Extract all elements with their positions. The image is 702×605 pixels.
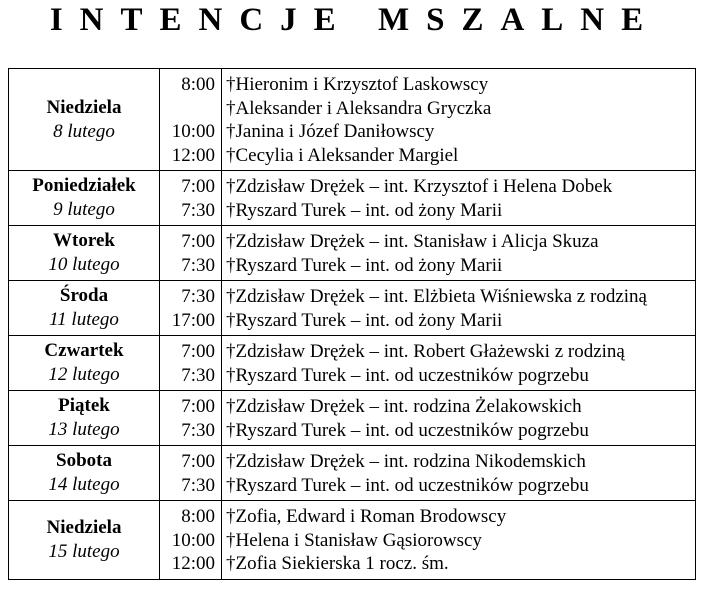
table-row bbox=[9, 336, 696, 391]
intention-text: †Ryszard Turek – int. od uczestników pogrzebu bbox=[226, 419, 589, 441]
day-date: 12 lutego bbox=[48, 364, 120, 385]
mass-time: 7:00 bbox=[181, 231, 215, 252]
intentions-cell bbox=[222, 226, 696, 281]
day-name: Niedziela bbox=[46, 96, 122, 118]
mass-time: 7:30 bbox=[181, 419, 215, 441]
table-row bbox=[9, 446, 696, 501]
intention-text: †Zdzisław Drężek – int. rodzina Żelakowskich bbox=[226, 396, 582, 417]
mass-time bbox=[160, 97, 215, 121]
intentions-table bbox=[8, 68, 696, 580]
page-title: INTENCJE MSZALNE bbox=[49, 2, 661, 38]
mass-time: 7:30 bbox=[181, 474, 215, 496]
day-name: Sobota bbox=[56, 450, 112, 471]
day-name: Środa bbox=[59, 285, 109, 306]
intentions-cell bbox=[222, 501, 696, 580]
mass-times-cell bbox=[160, 69, 222, 171]
day-date: 10 lutego bbox=[48, 254, 120, 275]
mass-times-cell bbox=[160, 391, 222, 446]
intentions-cell bbox=[222, 391, 696, 446]
day-date: 15 lutego bbox=[48, 540, 120, 562]
mass-time: 7:00 bbox=[181, 396, 215, 417]
day-cell bbox=[9, 281, 160, 336]
intention-text: †Zdzisław Drężek – int. Stanisław i Alicja Skuza bbox=[226, 231, 599, 252]
intention-text: †Ryszard Turek – int. od żony Marii bbox=[226, 199, 503, 221]
day-date: 11 lutego bbox=[49, 309, 119, 330]
day-cell bbox=[9, 69, 160, 171]
day-cell bbox=[9, 336, 160, 391]
intention-text: †Zdzisław Drężek – int. Elżbieta Wiśniewska z rodziną bbox=[226, 286, 647, 307]
intention-text: †Ryszard Turek – int. od uczestników pogrzebu bbox=[226, 474, 589, 496]
table-row bbox=[9, 281, 696, 336]
intention-text: †Zdzisław Drężek – int. Robert Głażewski z rodziną bbox=[226, 341, 625, 362]
day-date: 8 lutego bbox=[53, 120, 115, 142]
mass-time: 12:00 bbox=[171, 144, 215, 166]
mass-times-cell bbox=[160, 336, 222, 391]
mass-time: 8:00 bbox=[181, 74, 215, 95]
day-name: Wtorek bbox=[53, 230, 115, 251]
mass-times-cell bbox=[160, 281, 222, 336]
mass-times-cell bbox=[160, 171, 222, 226]
mass-time: 7:30 bbox=[181, 286, 215, 307]
intentions-cell bbox=[222, 281, 696, 336]
mass-time: 8:00 bbox=[181, 506, 215, 527]
mass-time: 12:00 bbox=[171, 553, 215, 574]
intentions-cell bbox=[222, 336, 696, 391]
mass-time: 7:00 bbox=[181, 176, 215, 197]
intention-text: †Zofia, Edward i Roman Brodowscy bbox=[226, 506, 507, 527]
day-cell bbox=[9, 226, 160, 281]
intention-text: †Cecylia i Aleksander Margiel bbox=[226, 144, 459, 166]
day-cell bbox=[9, 501, 160, 580]
table-row bbox=[9, 226, 696, 281]
intention-text: †Zdzisław Drężek – int. rodzina Nikodemskich bbox=[226, 451, 586, 472]
intentions-cell bbox=[222, 69, 696, 171]
day-date: 14 lutego bbox=[48, 474, 120, 495]
mass-time: 7:00 bbox=[181, 451, 215, 472]
mass-time: 7:00 bbox=[181, 341, 215, 362]
intention-text: †Ryszard Turek – int. od żony Marii bbox=[226, 254, 503, 276]
mass-times-cell bbox=[160, 226, 222, 281]
day-date: 9 lutego bbox=[53, 199, 115, 220]
day-cell bbox=[9, 446, 160, 501]
day-date: 13 lutego bbox=[48, 419, 120, 440]
intention-text: †Ryszard Turek – int. od uczestników pogrzebu bbox=[226, 364, 589, 386]
table-row bbox=[9, 501, 696, 580]
mass-times-cell bbox=[160, 446, 222, 501]
mass-time: 7:30 bbox=[181, 364, 215, 386]
intention-text: †Aleksander i Aleksandra Gryczka bbox=[226, 97, 492, 119]
table-row bbox=[9, 171, 696, 226]
intention-text: †Janina i Józef Daniłowscy bbox=[226, 121, 435, 142]
table-row bbox=[9, 391, 696, 446]
intention-text: †Zofia Siekierska 1 rocz. śm. bbox=[226, 553, 449, 574]
intention-text: †Helena i Stanisław Gąsiorowscy bbox=[226, 529, 482, 551]
day-name: Niedziela bbox=[46, 516, 122, 538]
mass-time: 10:00 bbox=[171, 529, 215, 551]
mass-time: 17:00 bbox=[171, 309, 215, 331]
intention-text: †Ryszard Turek – int. od żony Marii bbox=[226, 309, 503, 331]
day-name: Poniedziałek bbox=[32, 175, 136, 196]
day-name: Piątek bbox=[58, 395, 110, 416]
day-name: Czwartek bbox=[44, 340, 124, 361]
intentions-cell bbox=[222, 446, 696, 501]
intention-text: †Zdzisław Drężek – int. Krzysztof i Helena Dobek bbox=[226, 176, 613, 197]
day-cell bbox=[9, 391, 160, 446]
mass-time: 7:30 bbox=[181, 254, 215, 276]
mass-times-cell bbox=[160, 501, 222, 580]
mass-time: 10:00 bbox=[171, 121, 215, 142]
table-row bbox=[9, 69, 696, 171]
day-cell bbox=[9, 171, 160, 226]
intention-text: †Hieronim i Krzysztof Laskowscy bbox=[226, 74, 489, 95]
mass-time: 7:30 bbox=[181, 199, 215, 221]
intentions-cell bbox=[222, 171, 696, 226]
